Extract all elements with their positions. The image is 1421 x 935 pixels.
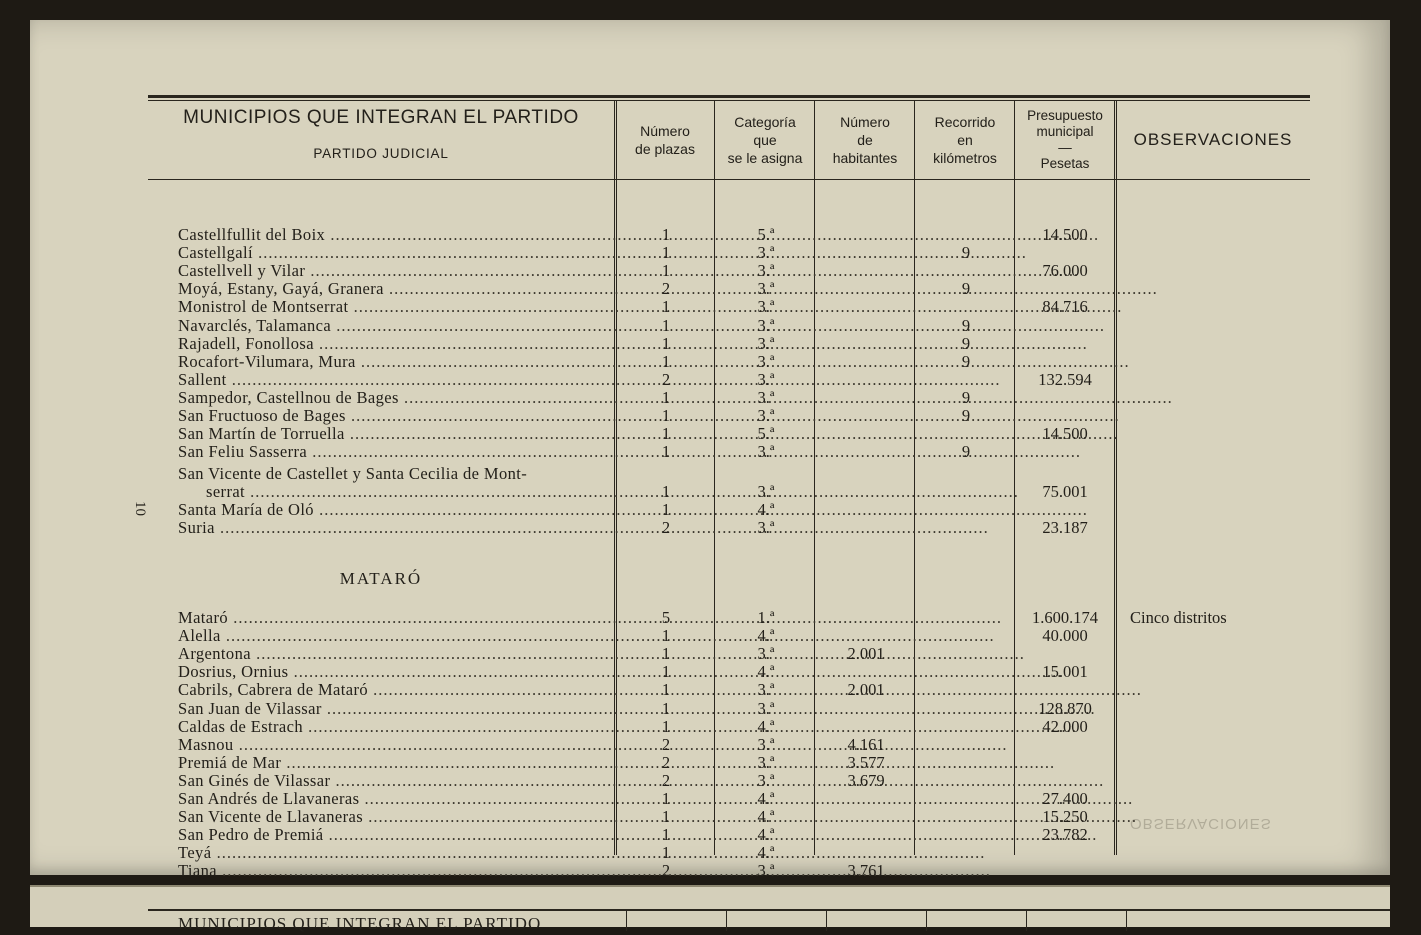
presupuesto-value: 15.250	[1042, 807, 1088, 827]
categoria-value: 3.ª	[757, 680, 775, 700]
presupuesto-value: 76.000	[1042, 261, 1088, 281]
header-partido-judicial: PARTIDO JUDICIAL	[313, 146, 449, 161]
plazas-value: 2	[661, 861, 671, 881]
municipio-name: serrat .....	[206, 483, 610, 501]
categoria-value: 4.ª	[757, 825, 775, 845]
municipio-name: San Andrés de Llavaneras .....	[178, 790, 610, 808]
plazas-value: 1	[661, 333, 671, 353]
recorrido-value: 9	[961, 315, 971, 335]
observaciones-value: Cinco distritos	[1130, 608, 1227, 627]
municipio-name: Caldas de Estrach .....	[178, 718, 610, 736]
municipio-name: San Juan de Vilassar .....	[178, 700, 610, 718]
plazas-value: 1	[661, 442, 671, 462]
municipio-name: Argentona .....	[178, 645, 610, 663]
presupuesto-value: 23.187	[1042, 518, 1088, 537]
table-row	[148, 353, 1310, 371]
column-divider	[1126, 911, 1127, 931]
table-row	[148, 627, 1310, 645]
categoria-value: 3.ª	[757, 333, 775, 353]
presupuesto-value: 132.594	[1038, 369, 1092, 389]
header-categoria	[716, 103, 814, 177]
recorrido-value: 9	[961, 279, 971, 299]
header-line: Número	[840, 114, 890, 130]
recorrido-value: 9	[961, 243, 971, 263]
header-plazas	[616, 103, 714, 177]
table-row	[148, 371, 1310, 389]
recorrido-value: 9	[961, 387, 971, 407]
presupuesto-value: 75.001	[1042, 482, 1088, 501]
table-row	[148, 519, 1310, 537]
categoria-value: 3.ª	[757, 442, 775, 462]
categoria-value: 4.ª	[757, 807, 775, 827]
municipio-name: Masnou .....	[178, 736, 610, 754]
column-divider	[1026, 911, 1027, 931]
table-row	[148, 389, 1310, 407]
table-row	[148, 280, 1310, 298]
municipios-table	[148, 95, 1310, 881]
municipio-name: Suria .....	[178, 519, 610, 537]
categoria-value: 4.ª	[757, 500, 775, 519]
header-habitantes	[816, 103, 914, 177]
table-row	[148, 425, 1310, 443]
document-page	[30, 20, 1390, 881]
table-row	[148, 501, 1310, 519]
table-row	[148, 226, 1310, 244]
categoria-value: 3.ª	[757, 261, 775, 281]
plazas-value: 1	[661, 387, 671, 407]
column-divider	[726, 911, 727, 931]
table-row	[148, 663, 1310, 681]
page-number: 10	[132, 501, 148, 516]
categoria-value: 3.ª	[757, 369, 775, 389]
municipio-name: Mataró .....	[178, 609, 610, 627]
recorrido-value: 9	[961, 442, 971, 462]
categoria-value: 3.ª	[757, 734, 775, 754]
header-line: kilómetros	[933, 150, 997, 166]
categoria-value: 4.ª	[757, 843, 775, 863]
municipio-name: San Feliu Sasserra .....	[178, 443, 610, 461]
municipio-name: Rocafort-Vilumara, Mura .....	[178, 353, 610, 371]
next-page-rule	[148, 909, 1390, 911]
categoria-value: 3.ª	[757, 770, 775, 790]
municipio-name: Cabrils, Cabrera de Mataró .....	[178, 681, 610, 699]
categoria-value: 4.ª	[757, 716, 775, 736]
categoria-value: 3.ª	[757, 351, 775, 371]
plazas-value: 2	[661, 734, 671, 754]
top-rule-thin	[148, 100, 1310, 101]
table-row	[148, 645, 1310, 663]
header-observaciones: OBSERVACIONES	[1133, 130, 1293, 149]
plazas-value: 1	[661, 406, 671, 425]
table-row	[148, 844, 1310, 862]
next-page-header: MUNICIPIOS QUE INTEGRAN EL PARTIDO	[178, 914, 542, 933]
table-row	[148, 790, 1310, 808]
plazas-value: 1	[661, 825, 671, 845]
municipio-name: Alella .....	[178, 627, 610, 645]
presupuesto-value: 128.870	[1038, 698, 1092, 718]
plazas-value: 1	[661, 843, 671, 863]
municipio-name: San Vicente de Castellet y Santa Cecilia de Mont-	[178, 464, 528, 483]
presupuesto-value: 42.000	[1042, 716, 1088, 736]
plazas-value: 1	[661, 626, 671, 646]
categoria-value: 3.ª	[757, 698, 775, 718]
municipio-name: Castellvell y Vilar .....	[178, 262, 610, 280]
plazas-value: 1	[661, 500, 671, 519]
table-row	[148, 718, 1310, 736]
categoria-value: 4.ª	[757, 789, 775, 808]
plazas-value: 1	[661, 644, 671, 664]
table-row	[148, 862, 1310, 880]
municipio-name: Premiá de Mar .....	[178, 754, 610, 772]
habitantes-value: 3.679	[847, 770, 885, 790]
header-line: Categoría	[734, 114, 796, 130]
table-row	[148, 262, 1310, 280]
municipio-name: Castellfullit del Boix .....	[178, 226, 610, 244]
plazas-value: 1	[661, 716, 671, 736]
plazas-value: 1	[661, 807, 671, 827]
categoria-value: 3.ª	[757, 387, 775, 407]
presupuesto-value: 14.500	[1042, 424, 1088, 444]
plazas-value: 1	[661, 315, 671, 335]
header-line: que	[753, 132, 777, 148]
header-line: Recorrido	[934, 114, 996, 130]
plazas-value: 2	[661, 369, 671, 389]
plazas-value: 1	[661, 351, 671, 371]
header-line: municipal	[1036, 124, 1094, 139]
municipio-name: San Fructuoso de Bages .....	[178, 407, 610, 425]
municipio-name: Moyá, Estany, Gayá, Granera .....	[178, 280, 610, 298]
plazas-value: 1	[661, 662, 671, 682]
table-row-vicente	[148, 465, 1310, 483]
header-line: habitantes	[832, 150, 898, 166]
presupuesto-value: 1.600.174	[1032, 608, 1098, 627]
categoria-value: 3.ª	[757, 482, 775, 501]
table-row-vicente-cont	[148, 483, 1310, 501]
municipio-name: Teyá .....	[178, 844, 610, 862]
table-row	[148, 609, 1310, 627]
plazas-value: 1	[661, 225, 671, 244]
plazas-value: 1	[661, 243, 671, 263]
municipio-name: San Ginés de Vilassar .....	[178, 772, 610, 790]
recorrido-value: 9	[961, 406, 971, 425]
header-rule	[148, 179, 1310, 180]
table-row	[148, 443, 1310, 461]
categoria-value: 5.ª	[757, 424, 775, 444]
presupuesto-value: 84.716	[1042, 297, 1088, 317]
plazas-value: 1	[661, 261, 671, 281]
presupuesto-value: 23.782	[1042, 825, 1088, 845]
categoria-value: 3.ª	[757, 518, 775, 537]
table-row	[148, 772, 1310, 790]
plazas-value: 1	[661, 698, 671, 718]
categoria-value: 3.ª	[757, 279, 775, 299]
header-municipios: MUNICIPIOS QUE INTEGRAN EL PARTIDO	[183, 107, 579, 128]
plazas-value: 1	[661, 680, 671, 700]
categoria-value: 3.ª	[757, 861, 775, 881]
municipio-name: Santa María de Oló .....	[178, 501, 610, 519]
municipio-name: Sampedor, Castellnou de Bages .....	[178, 389, 610, 407]
column-divider	[626, 911, 627, 931]
categoria-value: 3.ª	[757, 315, 775, 335]
categoria-value: 3.ª	[757, 644, 775, 664]
municipio-name: San Vicente de Llavaneras .....	[178, 808, 610, 826]
table-row	[148, 754, 1310, 772]
column-divider	[826, 911, 827, 931]
categoria-value: 3.ª	[757, 752, 775, 772]
municipio-name: Sallent .....	[178, 371, 610, 389]
presupuesto-value: 14.500	[1042, 225, 1088, 244]
presupuesto-value: 15.001	[1042, 662, 1088, 682]
header-line: —	[1058, 140, 1072, 155]
presupuesto-value: 40.000	[1042, 626, 1088, 646]
bleed-through-text: OBSERVACIONES	[1130, 815, 1272, 832]
plazas-value: 1	[661, 482, 671, 501]
header-line: se le asigna	[727, 150, 803, 166]
municipio-name: Monistrol de Montserrat .....	[178, 298, 610, 316]
table-row	[148, 335, 1310, 353]
header-line: en	[957, 132, 973, 148]
plazas-value: 2	[661, 279, 671, 299]
municipio-name: Castellgalí .....	[178, 244, 610, 262]
categoria-value: 3.ª	[757, 406, 775, 425]
categoria-value: 4.ª	[757, 662, 775, 682]
table-row	[148, 407, 1310, 425]
header-line: Número	[640, 123, 690, 139]
habitantes-value: 2.001	[847, 644, 885, 664]
municipio-name: San Martín de Torruella .....	[178, 425, 610, 443]
header-line: de plazas	[635, 141, 695, 157]
categoria-value: 3.ª	[757, 243, 775, 263]
municipio-name: Tiana .....	[178, 862, 610, 880]
municipio-name: Rajadell, Fonollosa .....	[178, 335, 610, 353]
categoria-value: 4.ª	[757, 626, 775, 646]
plazas-value: 2	[661, 752, 671, 772]
recorrido-value: 9	[961, 351, 971, 371]
table-row	[148, 736, 1310, 754]
plazas-value: 2	[661, 770, 671, 790]
next-page-edge	[30, 885, 1390, 933]
municipio-name: Navarclés, Talamanca .....	[178, 317, 610, 335]
categoria-value: 5.ª	[757, 225, 775, 244]
categoria-value: 3.ª	[757, 297, 775, 317]
top-rule	[148, 95, 1310, 98]
plazas-value: 5	[661, 608, 671, 627]
header-line: Pesetas	[1040, 156, 1090, 171]
table-row	[148, 298, 1310, 316]
header-line: de	[857, 132, 873, 148]
table-row	[148, 700, 1310, 718]
categoria-value: 1.ª	[757, 608, 775, 627]
header-line: Presupuesto	[1027, 108, 1103, 123]
recorrido-value: 9	[961, 333, 971, 353]
habitantes-value: 2.001	[847, 680, 885, 700]
habitantes-value: 3.761	[847, 861, 885, 881]
plazas-value: 1	[661, 789, 671, 808]
presupuesto-value: 27.400	[1042, 789, 1088, 808]
habitantes-value: 3.577	[847, 752, 885, 772]
habitantes-value: 4.161	[847, 734, 885, 754]
section-title-mataro: MATARÓ	[339, 569, 423, 588]
header-presupuesto	[1016, 103, 1114, 177]
municipio-name: Dosrius, Ornius .....	[178, 663, 610, 681]
plazas-value: 1	[661, 297, 671, 317]
table-row	[148, 681, 1310, 699]
header-recorrido	[916, 103, 1014, 177]
plazas-value: 2	[661, 518, 671, 537]
table-row	[148, 317, 1310, 335]
plazas-value: 1	[661, 424, 671, 444]
column-divider	[926, 911, 927, 931]
table-row	[148, 244, 1310, 262]
municipio-name: San Pedro de Premiá .....	[178, 826, 610, 844]
